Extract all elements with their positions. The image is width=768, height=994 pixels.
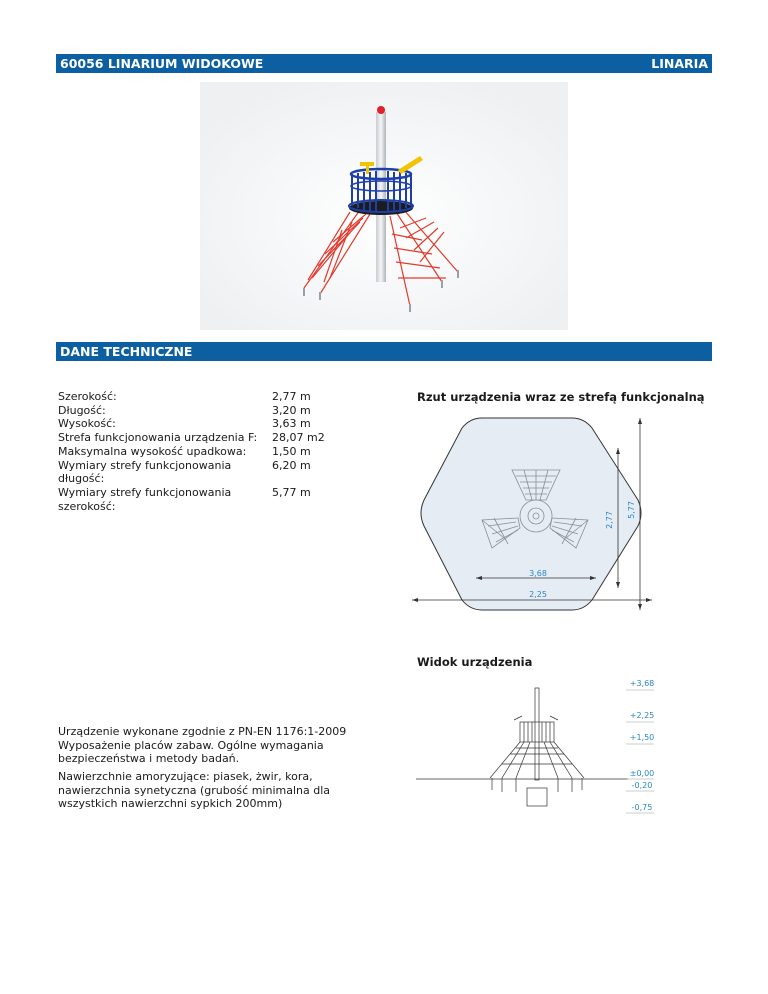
level-label: +2,25 bbox=[629, 711, 655, 720]
spec-row bbox=[58, 459, 325, 486]
spec-value: 1,50 m bbox=[272, 444, 311, 458]
dim-outer-height: 5,77 bbox=[627, 501, 636, 519]
spec-label: Szerokość: bbox=[58, 390, 117, 403]
dim-outer-width: 2,25 bbox=[529, 590, 547, 599]
plan-heading: Rzut urządzenia wraz ze strefą funkcjonalną bbox=[417, 390, 705, 404]
spec-row bbox=[58, 390, 325, 404]
spec-row bbox=[58, 486, 325, 513]
level-label: ±0,00 bbox=[629, 769, 655, 778]
spec-row bbox=[58, 445, 325, 459]
spec-row bbox=[58, 404, 325, 418]
dim-inner-height: 2,77 bbox=[605, 511, 614, 529]
level-label: -0,75 bbox=[631, 803, 653, 812]
spec-label: Długość: bbox=[58, 403, 106, 417]
spec-value: 3,63 m bbox=[272, 417, 311, 431]
surface-note: Nawierzchnie amoryzujące: piasek, żwir, kora, nawierzchnia synetyczna (grubość minimalna dla wszystkich nawierzchni sypkich 200mm) bbox=[58, 770, 331, 811]
product-render-image bbox=[200, 82, 568, 330]
spec-label: Wymiary strefy funkcjonowania szerokość: bbox=[58, 485, 232, 513]
spec-label: Wymiary strefy funkcjonowania długość: bbox=[58, 458, 232, 486]
level-label: +1,50 bbox=[629, 733, 655, 742]
level-label: -0,20 bbox=[631, 781, 653, 790]
product-title: 60056 LINARIUM WIDOKOWE bbox=[60, 56, 264, 71]
series-name: LINARIA bbox=[651, 56, 708, 71]
spec-list bbox=[58, 390, 325, 513]
spec-value: 3,20 m bbox=[272, 403, 311, 417]
spec-row bbox=[58, 431, 325, 445]
spec-value: 28,07 m2 bbox=[272, 431, 325, 445]
spec-value: 5,77 m bbox=[272, 485, 311, 499]
header-bar bbox=[56, 54, 712, 73]
spec-label: Strefa funkcjonowania urządzenia F: bbox=[58, 431, 258, 445]
norm-note: Urządzenie wykonane zgodnie z PN-EN 1176:1-2009 Wyposażenie placów zabaw. Ogólne wymagania bezpieczeństwa i metody badań. bbox=[58, 725, 347, 766]
elevation-heading: Widok urządzenia bbox=[417, 655, 533, 669]
section-bar bbox=[56, 342, 712, 361]
spec-label: Wysokość: bbox=[58, 417, 116, 431]
spec-row bbox=[58, 417, 325, 431]
spec-label: Maksymalna wysokość upadkowa: bbox=[58, 444, 247, 458]
elevation-drawing bbox=[416, 672, 656, 816]
plan-drawing bbox=[412, 408, 652, 618]
section-title: DANE TECHNICZNE bbox=[60, 344, 193, 359]
spec-value: 6,20 m bbox=[272, 458, 311, 472]
level-label: +3,68 bbox=[629, 679, 655, 688]
dim-inner-width: 3,68 bbox=[529, 569, 547, 578]
spec-value: 2,77 m bbox=[272, 390, 311, 403]
